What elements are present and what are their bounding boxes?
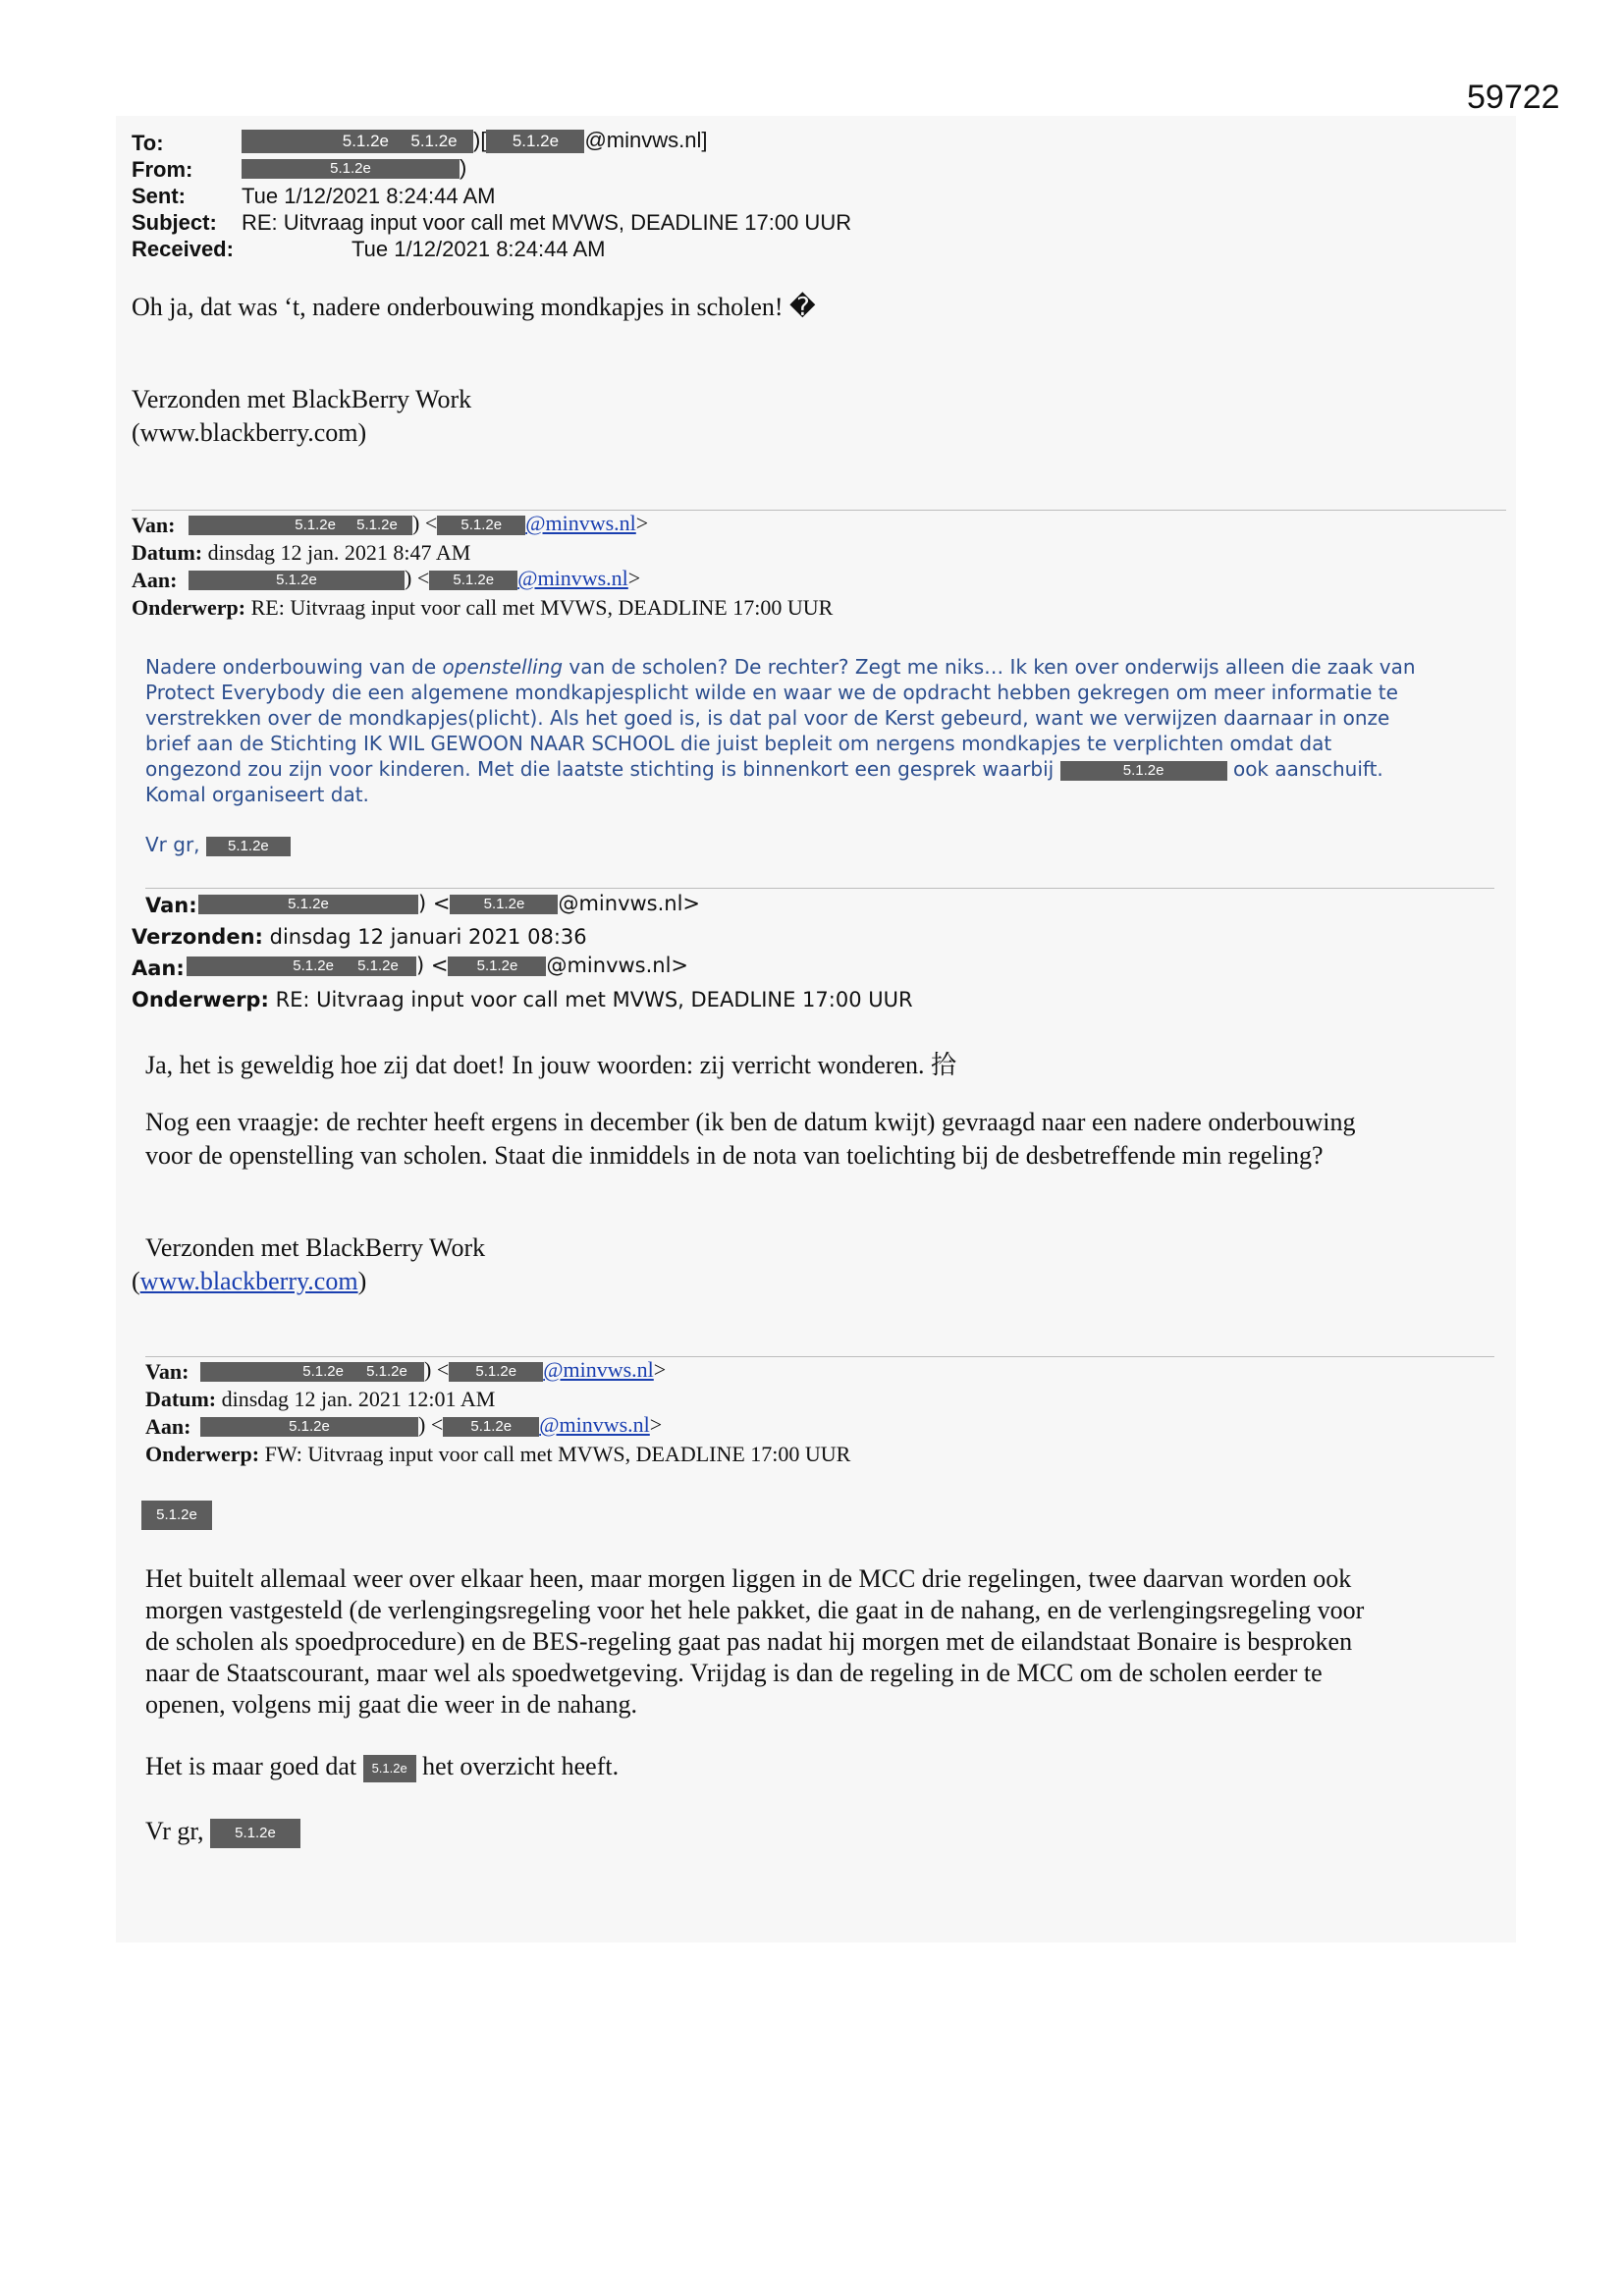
- redaction: 5.1.2e: [210, 1819, 300, 1848]
- redaction: 5.1.2e: [363, 1755, 416, 1782]
- van-separator: ) <: [424, 1357, 450, 1382]
- msg4-line: morgen vastgesteld (de verlengingsregeling voor het hele pakket, die gaat in de nahang, en de verlengingsregeling voor: [145, 1596, 1365, 1624]
- msg2-greeting: Vr gr,: [145, 833, 200, 856]
- onderwerp-label: Onderwerp:: [145, 1442, 260, 1466]
- sent-value: Tue 1/12/2021 8:24:44 AM: [242, 184, 496, 208]
- received-label: Received:: [132, 237, 234, 261]
- page-number: 59722: [1467, 79, 1560, 116]
- redaction: 5.1.2e: [450, 895, 558, 914]
- aan-separator: ) <: [416, 954, 449, 977]
- redaction: 5.1.2e: [242, 159, 460, 179]
- msg4-line: openen, volgens mij gaat die weer in de nahang.: [145, 1690, 638, 1719]
- redaction: 5.1.2e: [486, 130, 584, 153]
- datum-label: Datum:: [145, 1387, 217, 1411]
- msg4-greeting: Vr gr,: [145, 1817, 204, 1845]
- msg4-line: de scholen als spoedprocedure) en de BES-regeling gaat pas nadat hij morgen met de eilandstaat Bonaire is besproken: [145, 1627, 1353, 1656]
- from-label: From:: [132, 157, 193, 182]
- msg4-line6-a: Het is maar goed dat: [145, 1752, 357, 1780]
- redaction: 5.1.2e: [443, 1417, 539, 1437]
- aan-close: >: [649, 1412, 663, 1437]
- msg4-body: [145, 1563, 1364, 1721]
- msg2-line: brief aan de Stichting IK WIL GEWOON NAAR SCHOOL die juist bepleit om nergens mondkapjes te verplichten omdat dat: [145, 732, 1332, 755]
- sent-label: Sent:: [132, 184, 186, 208]
- msg2-line: Nadere onderbouwing van de openstelling van de scholen? De rechter? Zegt me niks… Ik ken over onderwijs alleen die zaak van: [145, 655, 1416, 679]
- van-email-link[interactable]: @minvws.nl: [543, 1357, 654, 1382]
- msg2-body: [145, 654, 1416, 807]
- onderwerp-value: RE: Uitvraag input voor call met MVWS, DEADLINE 17:00 UUR: [275, 988, 913, 1011]
- msg4-line: naar de Staatscourant, maar wel als spoedwetgeving. Vrijdag is dan de regeling in de MCC om de scholen eerder te: [145, 1659, 1323, 1687]
- redaction: 5.1.2e: [198, 895, 418, 914]
- msg1-signature-line1: Verzonden met BlackBerry Work: [132, 385, 472, 413]
- redaction: 5.1.2e: [395, 130, 473, 153]
- van-label: Van:: [145, 1359, 189, 1384]
- msg3-line1: Ja, het is geweldig hoe zij dat doet! In jouw woorden: zij verricht wonderen. 拾: [145, 1051, 956, 1079]
- paren-open: (: [132, 1267, 140, 1295]
- datum-value: dinsdag 12 jan. 2021 8:47 AM: [207, 540, 471, 565]
- redaction: 5.1.2e: [187, 957, 340, 976]
- datum-value: dinsdag 12 jan. 2021 12:01 AM: [221, 1387, 496, 1411]
- van-label: Van:: [132, 513, 176, 537]
- van-label: Van:: [145, 894, 197, 917]
- to-domain: @minvws.nl]: [584, 128, 708, 152]
- msg3-line2: Nog een vraagje: de rechter heeft ergens in december (ik ben de datum kwijt) gevraagd naar een nadere onderbouwing: [145, 1108, 1356, 1136]
- msg3-line3: voor de openstelling van scholen. Staat die inmiddels in de nota van toelichting bij de desbetreffende min regeling?: [145, 1141, 1324, 1170]
- msg2-line: verstrekken over de mondkapjes(plicht). Als het goed is, is dat pal voor de Kerst gebeurd, want we verwijzen daarnaar in onze: [145, 706, 1390, 730]
- msg1-body: Oh ja, dat was ‘t, nadere onderbouwing mondkapjes in scholen! �: [132, 293, 816, 321]
- msg3-signature-line1: Verzonden met BlackBerry Work: [145, 1233, 486, 1262]
- onderwerp-label: Onderwerp:: [132, 595, 246, 620]
- redaction: 5.1.2e: [448, 957, 546, 976]
- subject-value: RE: Uitvraag input voor call met MVWS, DEADLINE 17:00 UUR: [242, 210, 852, 235]
- aan-separator: ) <: [418, 1412, 444, 1437]
- paren-close: ): [357, 1267, 367, 1295]
- aan-domain: @minvws.nl>: [546, 954, 689, 977]
- redaction: 5.1.2e: [189, 571, 405, 590]
- van-close: >: [635, 511, 649, 535]
- redaction: 5.1.2e: [141, 1501, 212, 1530]
- msg2-line: ongezond zou zijn voor kinderen. Met die laatste stichting is binnenkort een gesprek waarbij 5.1.2e ook aanschuift.: [145, 757, 1383, 781]
- to-separator: )[: [473, 128, 487, 152]
- redaction: 5.1.2e: [200, 1417, 418, 1437]
- redaction: 5.1.2e: [200, 1362, 350, 1382]
- van-close: >: [653, 1357, 667, 1382]
- verzonden-value: dinsdag 12 januari 2021 08:36: [269, 925, 587, 949]
- onderwerp-value: FW: Uitvraag input voor call met MVWS, DEADLINE 17:00 UUR: [264, 1442, 851, 1466]
- redaction: 5.1.2e: [206, 837, 291, 856]
- redaction: 5.1.2e: [1060, 761, 1227, 781]
- aan-email-link[interactable]: @minvws.nl: [539, 1412, 650, 1437]
- msg4-line6-b: het overzicht heeft.: [422, 1752, 620, 1780]
- redaction: 5.1.2e: [350, 1362, 424, 1382]
- onderwerp-value: RE: Uitvraag input voor call met MVWS, DEADLINE 17:00 UUR: [250, 595, 834, 620]
- redaction: 5.1.2e: [437, 516, 525, 535]
- redaction: 5.1.2e: [340, 957, 416, 976]
- verzonden-label: Verzonden:: [132, 925, 263, 949]
- aan-separator: ) <: [405, 566, 430, 590]
- aan-label: Aan:: [132, 957, 185, 980]
- redaction: 5.1.2e: [429, 571, 517, 590]
- redaction: 5.1.2e: [449, 1362, 543, 1382]
- van-separator: ) <: [418, 892, 451, 915]
- onderwerp-label: Onderwerp:: [132, 988, 269, 1011]
- subject-label: Subject:: [132, 210, 217, 235]
- received-value: Tue 1/12/2021 8:24:44 AM: [352, 237, 606, 261]
- van-domain: @minvws.nl>: [558, 892, 701, 915]
- msg1-signature-line2: (www.blackberry.com): [132, 418, 367, 447]
- redaction: 5.1.2e: [242, 130, 395, 153]
- from-close: ): [460, 155, 467, 180]
- msg4-line: Het buitelt allemaal weer over elkaar heen, maar morgen liggen in de MCC drie regelingen, twee daarvan worden ook: [145, 1564, 1352, 1593]
- msg2-line: Komal organiseert dat.: [145, 783, 369, 806]
- redaction: 5.1.2e: [189, 516, 342, 535]
- divider: [145, 888, 1494, 889]
- blackberry-link[interactable]: www.blackberry.com: [139, 1267, 358, 1295]
- redaction: 5.1.2e: [342, 516, 412, 535]
- aan-close: >: [627, 566, 641, 590]
- datum-label: Datum:: [132, 540, 203, 565]
- van-separator: ) <: [412, 511, 438, 535]
- aan-label: Aan:: [132, 568, 178, 592]
- to-label: To:: [132, 131, 164, 155]
- msg2-line: Protect Everybody die een algemene mondkapjesplicht wilde en waar we de opdracht hebben gekregen om meer informatie te: [145, 681, 1398, 704]
- aan-label: Aan:: [145, 1414, 191, 1439]
- van-email-link[interactable]: @minvws.nl: [525, 511, 636, 535]
- aan-email-link[interactable]: @minvws.nl: [517, 566, 628, 590]
